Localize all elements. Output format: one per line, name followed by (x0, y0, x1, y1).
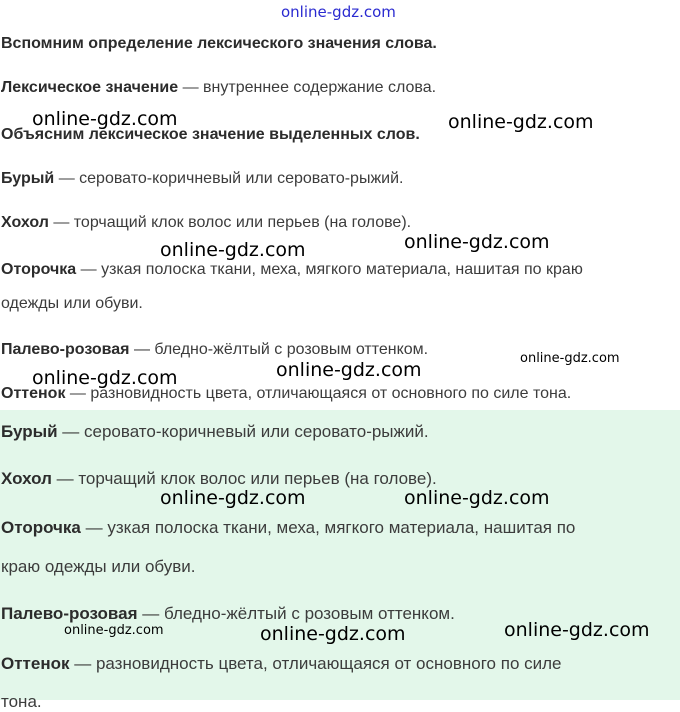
entry-bottom-3 (1, 518, 575, 538)
term: Палево-розовая (1, 604, 138, 623)
definition: — узкая полоска ткани, меха, мягкого материала, нашитая по краю (76, 261, 583, 278)
entry-top-4 (1, 340, 428, 360)
term: Оторочка (1, 518, 81, 537)
term: Хохол (1, 469, 52, 488)
site-watermark: online-gdz.com (448, 111, 594, 133)
definition: — бледно-жёлтый с розовым оттенком. (137, 604, 455, 623)
site-watermark: online-gdz.com (64, 623, 164, 638)
site-watermark: online-gdz.com (504, 619, 650, 641)
definition: — торчащий клок волос или перьев (на голове). (51, 469, 437, 488)
definition: — узкая полоска ткани, меха, мягкого материала, нашитая по (80, 518, 576, 537)
definition: — внутреннее содержание слова. (178, 79, 437, 96)
term: Палево-розовая (1, 341, 130, 358)
term: Бурый (1, 422, 58, 441)
site-watermark: online-gdz.com (32, 108, 178, 130)
site-watermark: online-gdz.com (404, 231, 550, 253)
entry-bottom-5 (1, 654, 562, 674)
entry-bottom-3-continuation: краю одежды или обуви. (1, 557, 196, 576)
entry-top-1 (1, 169, 403, 189)
entry-bottom-1 (1, 422, 429, 442)
term: Оттенок (1, 654, 70, 673)
entry-top-3 (1, 260, 583, 280)
site-watermark: online-gdz.com (520, 351, 620, 366)
lexical-meaning-definition (1, 78, 436, 98)
entry-bottom-2 (1, 469, 437, 489)
term: Лексическое значение (1, 79, 179, 96)
entry-bottom-4 (1, 604, 455, 624)
term: Хохол (1, 214, 49, 231)
term: Оттенок (1, 385, 66, 402)
site-watermark-top: online-gdz.com (281, 3, 396, 21)
site-watermark: online-gdz.com (160, 239, 306, 261)
site-watermark: online-gdz.com (260, 623, 406, 645)
entry-bottom-5-continuation: тона. (1, 692, 42, 711)
definition: — бледно-жёлтый с розовым оттенком. (129, 341, 429, 358)
definition: — разновидность цвета, отличающаяся от основного по силе тона. (65, 385, 572, 402)
definition: — серовато-коричневый или серовато-рыжий. (57, 422, 429, 441)
definition: — торчащий клок волос или перьев (на голове). (48, 214, 412, 231)
definition: — серовато-коричневый или серовато-рыжий. (54, 170, 404, 187)
term: Оторочка (1, 261, 77, 278)
site-watermark: online-gdz.com (276, 359, 422, 381)
entry-top-3-continuation: одежды или обуви. (1, 295, 143, 312)
site-watermark: online-gdz.com (32, 367, 178, 389)
site-watermark: online-gdz.com (160, 487, 306, 509)
site-watermark: online-gdz.com (404, 487, 550, 509)
task-heading: Объясним лексическое значение выделенных слов. (1, 126, 420, 143)
term: Бурый (1, 170, 55, 187)
definition: — разновидность цвета, отличающаяся от основного по силе (69, 654, 562, 673)
intro-heading: Вспомним определение лексического значения слова. (1, 35, 437, 52)
entry-top-2 (1, 213, 411, 233)
